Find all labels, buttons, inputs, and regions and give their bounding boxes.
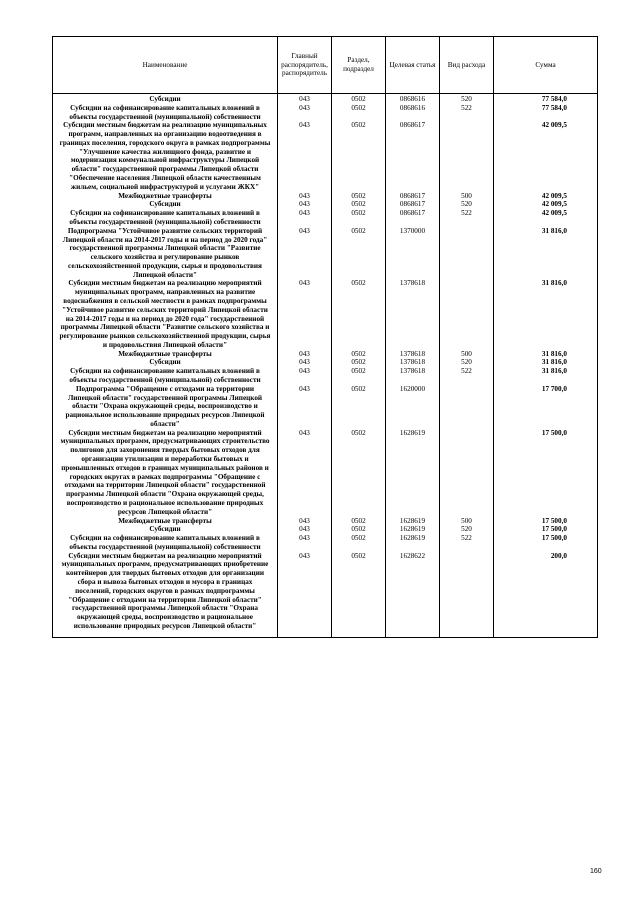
row-sum: 17 500,0	[494, 534, 598, 552]
row-target-article: 1378618	[386, 367, 440, 385]
row-target-article: 0868617	[386, 209, 440, 227]
header-name: Наименование	[53, 37, 278, 94]
row-name: Субсидии местным бюджетам на реализацию муниципальных программ, направленных на организацию водоотведения в границах поселения, городского округа в рамках подпрограммы "Улучшение качества жилищного фонда, развитие и модернизация коммунальной инфраструктуры Липецкой области" государственной программы Липецкой области "Обеспечение населения Липецкой области качественным жильем, социальной инфраструктурой и услугами ЖКХ"	[53, 121, 278, 191]
row-main-manager: 043	[278, 385, 332, 429]
row-sum: 77 584,0	[494, 104, 598, 122]
row-main-manager: 043	[278, 350, 332, 359]
row-sum: 17 500,0	[494, 517, 598, 526]
table-header	[53, 37, 598, 94]
row-name: Межбюджетные трансферты	[53, 350, 278, 359]
row-sum: 200,0	[494, 552, 598, 638]
row-name: Субсидии на софинансирование капитальных вложений в объекты государственной (муниципальной) собственности	[53, 367, 278, 385]
row-section: 0502	[332, 104, 386, 122]
row-sum: 31 816,0	[494, 227, 598, 280]
row-target-article: 1628622	[386, 552, 440, 638]
row-section: 0502	[332, 227, 386, 280]
row-sum: 17 700,0	[494, 385, 598, 429]
row-section: 0502	[332, 552, 386, 638]
row-expense-type	[440, 279, 494, 349]
row-sum: 31 816,0	[494, 279, 598, 349]
row-expense-type: 500	[440, 192, 494, 201]
row-sum: 42 009,5	[494, 192, 598, 201]
header-expense-type: Вид расхода	[440, 37, 494, 94]
row-main-manager: 043	[278, 517, 332, 526]
row-main-manager: 043	[278, 367, 332, 385]
table-row	[53, 350, 598, 359]
row-expense-type	[440, 121, 494, 191]
row-name: Субсидии местным бюджетам на реализацию мероприятий муниципальных программ, предусматривающих приобретение контейнеров для твердых бытовых отходов для организации сбора и вывоза бытовых отходов и мусора в границах поселений, городских округов в рамках подпрограммы "Обращение с отходами на территории Липецкой области" государственной программы Липецкой области "Охрана окружающей среды, воспроизводство и рациональное использование природных ресурсов Липецкой области"	[53, 552, 278, 638]
row-section: 0502	[332, 367, 386, 385]
table-body	[53, 94, 598, 638]
row-expense-type: 522	[440, 534, 494, 552]
row-name: Субсидии	[53, 358, 278, 367]
row-name: Подпрограмма "Обращение с отходами на территории Липецкой области" государственной программы Липецкой области "Охрана окружающей среды, воспроизводство и рациональное использование природных ресурсов Липецкой области"	[53, 385, 278, 429]
table-row	[53, 227, 598, 280]
row-name: Межбюджетные трансферты	[53, 517, 278, 526]
row-expense-type	[440, 552, 494, 638]
table-row	[53, 385, 598, 429]
row-expense-type: 522	[440, 209, 494, 227]
table-row	[53, 552, 598, 638]
budget-table	[52, 36, 598, 638]
row-expense-type	[440, 429, 494, 517]
header-target-article: Целевая статья	[386, 37, 440, 94]
table-row	[53, 94, 598, 104]
row-expense-type: 520	[440, 358, 494, 367]
table-row	[53, 121, 598, 191]
row-sum: 31 816,0	[494, 350, 598, 359]
row-main-manager: 043	[278, 279, 332, 349]
table-row	[53, 200, 598, 209]
row-target-article: 1628619	[386, 429, 440, 517]
row-section: 0502	[332, 94, 386, 104]
row-section: 0502	[332, 385, 386, 429]
table-row	[53, 534, 598, 552]
row-section: 0502	[332, 358, 386, 367]
row-name: Субсидии	[53, 94, 278, 104]
row-main-manager: 043	[278, 227, 332, 280]
row-expense-type: 522	[440, 367, 494, 385]
row-target-article: 1620000	[386, 385, 440, 429]
row-section: 0502	[332, 525, 386, 534]
row-section: 0502	[332, 192, 386, 201]
table-row	[53, 525, 598, 534]
table-row	[53, 429, 598, 517]
row-main-manager: 043	[278, 525, 332, 534]
row-sum: 17 500,0	[494, 525, 598, 534]
row-target-article: 1378618	[386, 358, 440, 367]
table-row	[53, 192, 598, 201]
row-name: Субсидии	[53, 200, 278, 209]
row-main-manager: 043	[278, 121, 332, 191]
row-name: Субсидии местным бюджетам на реализацию мероприятий муниципальных программ, предусматривающих строительство полигонов для захоронения твердых бытовых отходов для организации утилизации и переработки бытовых и промышленных отходов в границах муниципальных районов и городских округах в рамках подпрограммы "Обращение с отходами на территории Липецкой области" государственной программы Липецкой области "Охрана окружающей среды, воспроизводство и рациональное использование природных ресурсов Липецкой области"	[53, 429, 278, 517]
row-expense-type: 500	[440, 517, 494, 526]
row-name: Субсидии	[53, 525, 278, 534]
row-target-article: 0868617	[386, 121, 440, 191]
row-main-manager: 043	[278, 429, 332, 517]
row-main-manager: 043	[278, 552, 332, 638]
row-sum: 17 500,0	[494, 429, 598, 517]
row-expense-type	[440, 227, 494, 280]
row-section: 0502	[332, 534, 386, 552]
header-row	[53, 37, 598, 94]
row-name: Подпрограмма "Устойчивое развитие сельских территорий Липецкой области на 2014-2017 годы и на период до 2020 года" государственной программы Липецкой области "Развитие сельского хозяйства и регулирование рынков сельскохозяйственной продукции, сырья и продовольствия Липецкой области"	[53, 227, 278, 280]
row-target-article: 0868616	[386, 94, 440, 104]
row-main-manager: 043	[278, 200, 332, 209]
row-section: 0502	[332, 350, 386, 359]
page-number: 160	[590, 868, 602, 875]
header-section: Раздел, подраздел	[332, 37, 386, 94]
row-target-article: 1370000	[386, 227, 440, 280]
row-sum: 42 009,5	[494, 200, 598, 209]
row-main-manager: 043	[278, 534, 332, 552]
row-main-manager: 043	[278, 104, 332, 122]
row-target-article: 0868617	[386, 192, 440, 201]
row-expense-type: 520	[440, 200, 494, 209]
row-target-article: 1628619	[386, 517, 440, 526]
row-section: 0502	[332, 429, 386, 517]
row-sum: 31 816,0	[494, 367, 598, 385]
header-sum: Сумма	[494, 37, 598, 94]
row-name: Субсидии на софинансирование капитальных вложений в объекты государственной (муниципальной) собственности	[53, 534, 278, 552]
row-main-manager: 043	[278, 94, 332, 104]
row-section: 0502	[332, 517, 386, 526]
table-row	[53, 517, 598, 526]
row-section: 0502	[332, 121, 386, 191]
row-expense-type: 520	[440, 525, 494, 534]
row-name: Субсидии на софинансирование капитальных вложений в объекты государственной (муниципальной) собственности	[53, 209, 278, 227]
row-expense-type	[440, 385, 494, 429]
row-section: 0502	[332, 279, 386, 349]
row-sum: 77 584,0	[494, 94, 598, 104]
table-row	[53, 104, 598, 122]
row-sum: 31 816,0	[494, 358, 598, 367]
row-expense-type: 500	[440, 350, 494, 359]
row-target-article: 1628619	[386, 525, 440, 534]
row-expense-type: 520	[440, 94, 494, 104]
row-target-article: 1628619	[386, 534, 440, 552]
table-row	[53, 367, 598, 385]
row-name: Субсидии на софинансирование капитальных вложений в объекты государственной (муниципальной) собственности	[53, 104, 278, 122]
row-name: Субсидии местным бюджетам на реализацию мероприятий муниципальных программ, направленных на развитие водоснабжения в сельской местности в рамках подпрограммы "Устойчивое развитие сельских территорий Липецкой области на 2014-2017 годы и на период до 2020 года" государственной программы Липецкой области "Развитие сельского хозяйства и регулирование рынков сельскохозяйственной продукции, сырья и продовольствия Липецкой области"	[53, 279, 278, 349]
row-sum: 42 009,5	[494, 209, 598, 227]
row-target-article: 0868616	[386, 104, 440, 122]
row-main-manager: 043	[278, 209, 332, 227]
row-section: 0502	[332, 209, 386, 227]
row-name: Межбюджетные трансферты	[53, 192, 278, 201]
row-target-article: 0868617	[386, 200, 440, 209]
row-sum: 42 009,5	[494, 121, 598, 191]
table-row	[53, 279, 598, 349]
row-main-manager: 043	[278, 358, 332, 367]
row-expense-type: 522	[440, 104, 494, 122]
header-main-manager: Главный распорядитель, распорядитель	[278, 37, 332, 94]
row-target-article: 1378618	[386, 279, 440, 349]
row-main-manager: 043	[278, 192, 332, 201]
row-target-article: 1378618	[386, 350, 440, 359]
table-row	[53, 209, 598, 227]
table-row	[53, 358, 598, 367]
row-section: 0502	[332, 200, 386, 209]
